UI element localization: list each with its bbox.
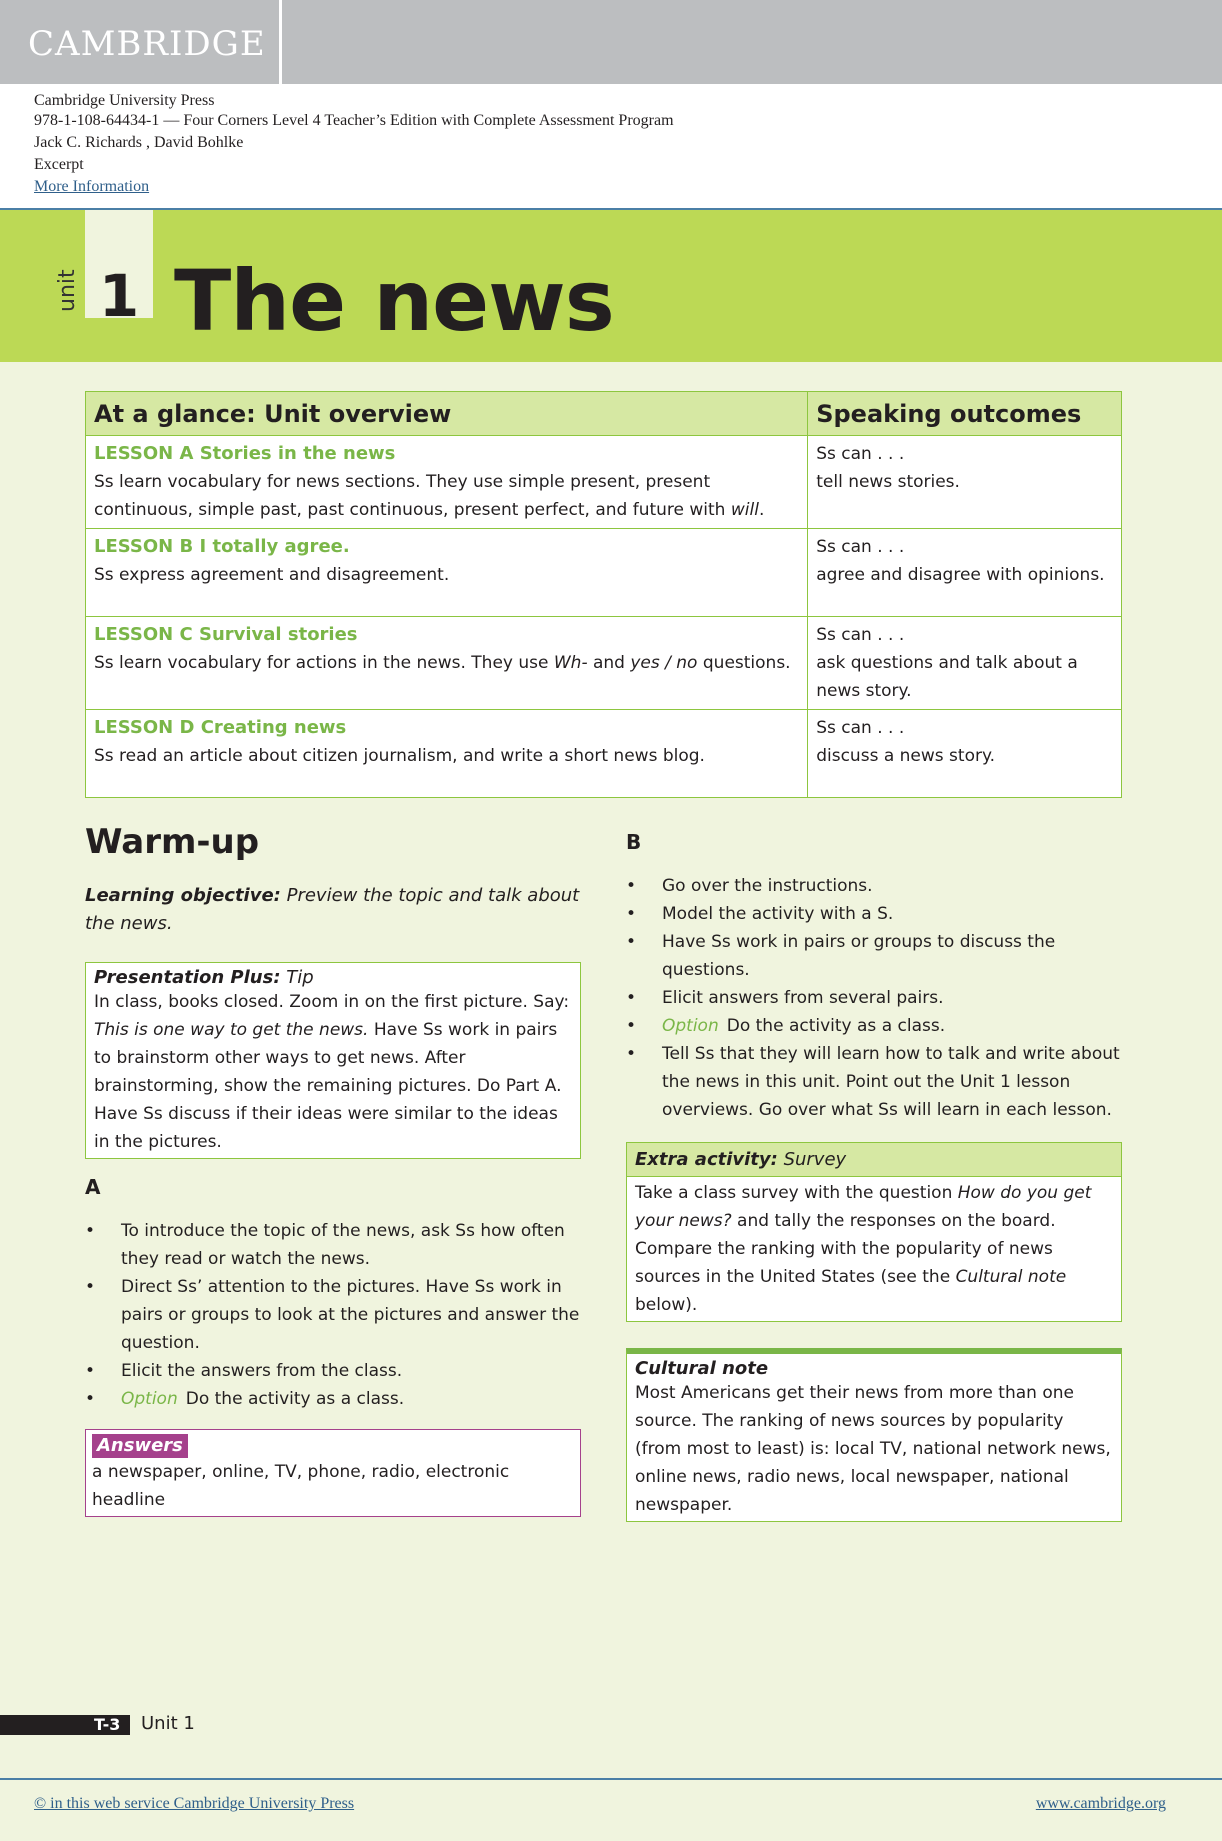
table-header-row [86, 392, 1122, 436]
brand-box [0, 0, 282, 84]
page-number: T-3 [94, 1715, 121, 1734]
option-label: Option [121, 1389, 178, 1409]
lesson-b-cell [86, 529, 808, 617]
section-a-list [85, 1217, 581, 1413]
table-row [86, 529, 1122, 617]
lesson-b-outcome: Ss can . . . agree and disagree with opinions. [808, 529, 1122, 617]
section-b-list [626, 872, 1122, 1124]
warmup-heading: Warm-up [85, 822, 260, 862]
lesson-a-cell [86, 436, 808, 529]
cultural-note-body: Most Americans get their news from more than one source. The ranking of news sources by popularity (from most to least) is: local TV, national network news, online news, radio news, local newspaper, national newspaper. [635, 1383, 1111, 1515]
lesson-c-title: LESSON C Survival stories [94, 624, 358, 645]
list-item: • To introduce the topic of the news, ask Ss how often they read or watch the news. [85, 1217, 581, 1273]
website-link[interactable]: www.cambridge.org [1035, 1795, 1166, 1812]
list-item: • Tell Ss that they will learn how to talk and write about the news in this unit. Point out the Unit 1 lesson overviews. Go over what Ss will learn in each lesson. [626, 1040, 1122, 1124]
list-item: • Have Ss work in pairs or groups to discuss the questions. [626, 928, 1122, 984]
table-row [86, 710, 1122, 798]
answers-tag: Answers [92, 1434, 188, 1458]
list-item: • Direct Ss’ attention to the pictures. Have Ss work in pairs or groups to look at the pictures and answer the question. [85, 1273, 581, 1357]
option-label: Option [662, 1016, 719, 1036]
more-information-link[interactable]: More Information [34, 178, 150, 195]
learning-objective: Learning objective: Preview the topic and talk about the news. [85, 885, 580, 934]
list-item: • Option Do the activity as a class. [85, 1385, 581, 1413]
isbn-title: 978-1-108-64434-1 — Four Corners Level 4 Teacher’s Edition with Complete Assessment Program [34, 112, 674, 129]
section-a-heading: A [85, 1175, 101, 1199]
extra-activity-title: Extra activity: Survey [626, 1142, 1122, 1177]
answers-box [85, 1429, 581, 1517]
list-item: • Elicit answers from several pairs. [626, 984, 1122, 1012]
publisher: Cambridge University Press [34, 92, 215, 109]
list-item: • Model the activity with a S. [626, 900, 1122, 928]
lesson-d-title: LESSON D Creating news [94, 717, 347, 738]
lesson-b-title: LESSON B I totally agree. [94, 536, 350, 557]
cambridge-logo: CAMBRIDGE [28, 24, 266, 64]
outcomes-column-header: Speaking outcomes [808, 392, 1122, 436]
extra-activity-box [626, 1142, 1122, 1322]
lesson-c-description: Ss learn vocabulary for actions in the news. They use Wh- and yes / no questions. [94, 653, 791, 673]
unit-overview-table [85, 391, 1122, 798]
authors: Jack C. Richards , David Bohlke [34, 134, 244, 151]
lesson-d-cell [86, 710, 808, 798]
warmup-column [85, 822, 581, 1517]
page-unit-label: Unit 1 [141, 1713, 195, 1734]
answers-text: a newspaper, online, TV, phone, radio, electronic headline [92, 1462, 510, 1510]
cultural-note-title: Cultural note [635, 1358, 769, 1379]
footer-divider [0, 1778, 1222, 1780]
unit-number-box [85, 210, 153, 330]
table-row [86, 436, 1122, 529]
section-b-heading: B [626, 830, 642, 854]
lesson-c-outcome: Ss can . . . ask questions and talk about a news story. [808, 617, 1122, 710]
book-metadata [0, 84, 1222, 210]
lesson-c-cell [86, 617, 808, 710]
overview-column-header: At a glance: Unit overview [86, 392, 808, 436]
lesson-a-title: LESSON A Stories in the news [94, 443, 396, 464]
top-brand-bar [0, 0, 1222, 84]
excerpt-label: Excerpt [34, 156, 84, 173]
part-b-column [626, 830, 1122, 1522]
unit-number: 1 [98, 262, 140, 330]
list-item: • Go over the instructions. [626, 872, 1122, 900]
extra-activity-body: Take a class survey with the question How do you get your news? and tally the responses on the board. Compare the ranking with the popularity of news sources in the United States (see the Cultural note below). [626, 1177, 1122, 1322]
tip-body: In class, books closed. Zoom in on the first picture. Say: This is one way to get the news. Have Ss work in pairs to brainstorm other ways to get news. After brainstorming, show the remaining pictures. Do Part A. Have Ss discuss if their ideas were similar to the ideas in the pictures. [94, 992, 570, 1152]
lesson-a-description: Ss learn vocabulary for news sections. They use simple present, present continuous, simple past, past continuous, present perfect, and future with will. [94, 472, 765, 520]
list-item: • Elicit the answers from the class. [85, 1357, 581, 1385]
unit-title: The news [174, 252, 614, 350]
presentation-tip-box [85, 962, 581, 1159]
lesson-d-outcome: Ss can . . . discuss a news story. [808, 710, 1122, 798]
lesson-d-description: Ss read an article about citizen journalism, and write a short news blog. [94, 746, 705, 766]
cultural-note-box [626, 1348, 1122, 1522]
list-item: • Option Do the activity as a class. [626, 1012, 1122, 1040]
lesson-a-outcome: Ss can . . . tell news stories. [808, 436, 1122, 529]
tip-title: Presentation Plus: Tip [94, 967, 314, 988]
copyright-link[interactable]: © in this web service Cambridge University Press [34, 1795, 355, 1812]
table-row [86, 617, 1122, 710]
unit-label: unit [55, 269, 80, 312]
lesson-b-description: Ss express agreement and disagreement. [94, 565, 450, 585]
